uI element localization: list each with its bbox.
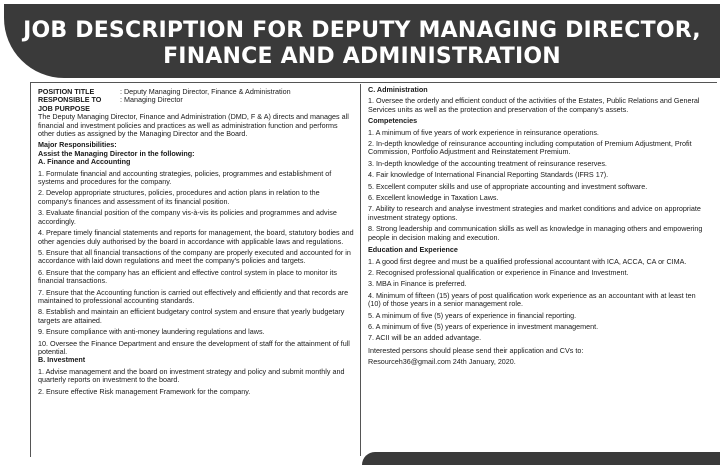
list-item: 7. ACII will be an added advantage. [368, 333, 482, 343]
section-c-heading: C. Administration [368, 85, 428, 94]
list-item: 2. Ensure effective Risk management Framework for the company. [38, 386, 251, 396]
list-item: 7. Ensure that the Accounting function is carried out effectively and efficiently and that records are maintained to professional accounting standards. [38, 287, 349, 305]
list-item: 5. A minimum of five (5) years of experience in financial reporting. [368, 310, 577, 320]
position-title-label: POSITION TITLE [38, 87, 95, 96]
competencies-heading: Competencies [368, 116, 418, 126]
list-item: 6. A minimum of five (5) years of experience in investment management. [368, 321, 599, 331]
list-item: 5. Excellent computer skills and use of appropriate accounting and investment software. [368, 181, 648, 191]
section-b-heading: B. Investment [38, 355, 86, 365]
list-item: 1. Oversee the orderly and efficient conduct of the activities of the Estates, Public Relations and General Services units as well as the protection and preservation of the company's assets. [368, 96, 700, 114]
apply-instructions: Interested persons should please send their application and CVs to: [368, 345, 584, 355]
list-item: 10. Oversee the Finance Department and ensure the development of staff for the attainment of full potential. [38, 338, 350, 356]
list-item: 2. In-depth knowledge of reinsurance accounting including computation of Premium Adjustment, Profit Commission, Portfolio Adjustment and Reinstatement Premium. [368, 139, 692, 157]
list-item: 2. Recognised professional qualification or experience in Finance and Investment. [368, 267, 629, 277]
left-column [38, 88, 354, 396]
list-item: 1. Formulate financial and accounting strategies, policies, programmes and establishment of systems and procedures for the company. [38, 168, 332, 187]
job-purpose-text: The Deputy Managing Director, Finance and Administration (DMD, F & A) directs and manages all financial and investment policies and practices as well as administration function and performs other duties as assigned by the Managing Director and the Board. [38, 112, 349, 139]
list-item: 4. Minimum of fifteen (15) years of post qualification work experience as an accountant with at least ten (10) of those years in a senior management role. [368, 290, 696, 309]
list-item: 2. Develop appropriate structures, policies, procedures and action plans in relation to the company's finances and assessment of its financial position. [38, 188, 320, 206]
column-divider [360, 84, 361, 456]
list-item: 5. Ensure that all financial transactions of the company are properly executed and accounted for in accordance with laid down regulations and meet the company's policies and targets. [38, 247, 351, 266]
title-line-2: FINANCE AND ADMINISTRATION [163, 44, 561, 69]
list-item: 1. Advise management and the board on investment strategy and policy and submit monthly and quarterly reports on investment to the board. [38, 366, 345, 385]
apply-contact: Resourceh36@gmail.com 24th January, 2020. [368, 357, 516, 367]
list-item: 4. Prepare timely financial statements and reports for management, the board, statutory bodies and other agencies duly authorised by the board in accordance with applicable laws and regulations. [38, 228, 354, 246]
responsible-to-label: RESPONSIBLE TO [38, 95, 102, 105]
job-purpose-heading: JOB PURPOSE [38, 103, 90, 113]
list-item: 4. Fair knowledge of International Financial Reporting Standards (IFRS 17). [368, 170, 609, 180]
list-item: 9. Ensure compliance with anti-money laundering regulations and laws. [38, 327, 265, 337]
list-item: 3. Evaluate financial position of the company vis-à-vis its policies and programmes and advise accordingly. [38, 208, 337, 226]
right-column [368, 86, 710, 367]
assist-heading: Assist the Managing Director in the following: [38, 148, 195, 158]
list-item: 8. Establish and maintain an efficient budgetary control system and ensure that yearly budgetary targets are attained. [38, 307, 345, 325]
footer-banner [362, 452, 720, 465]
list-item: 7. Ability to research and analyse investment strategies and market conditions and advice on appropriate investment strategy options. [368, 204, 701, 222]
list-item: 6. Excellent knowledge in Taxation Laws. [368, 193, 499, 203]
list-item: 1. A good first degree and must be a qualified professional accountant with ICA, ACCA, CA or CIMA. [368, 256, 687, 266]
education-heading: Education and Experience [368, 245, 458, 255]
list-item: 3. MBA in Finance is preferred. [368, 279, 467, 289]
section-a-heading: A. Finance and Accounting [38, 157, 131, 167]
list-item: 8. Strong leadership and communication skills as well as knowledge in managing others and empowering people in decision making and execution. [368, 224, 703, 242]
responsible-to-value: : Managing Director [120, 95, 183, 105]
list-item: 1. A minimum of five years of work experience in reinsurance operations. [368, 127, 599, 137]
title-line-1: JOB DESCRIPTION FOR DEPUTY MANAGING DIRECTOR, [23, 18, 701, 43]
title-banner [4, 4, 720, 78]
list-item: 6. Ensure that the company has an efficient and effective control system in place to monitor its financial transactions. [38, 267, 337, 286]
major-responsibilities-heading: Major Responsibilities: [38, 140, 117, 150]
position-title-value: : Deputy Managing Director, Finance & Administration [120, 87, 291, 96]
list-item: 3. In-depth knowledge of the accounting treatment of reinsurance reserves. [368, 158, 607, 168]
